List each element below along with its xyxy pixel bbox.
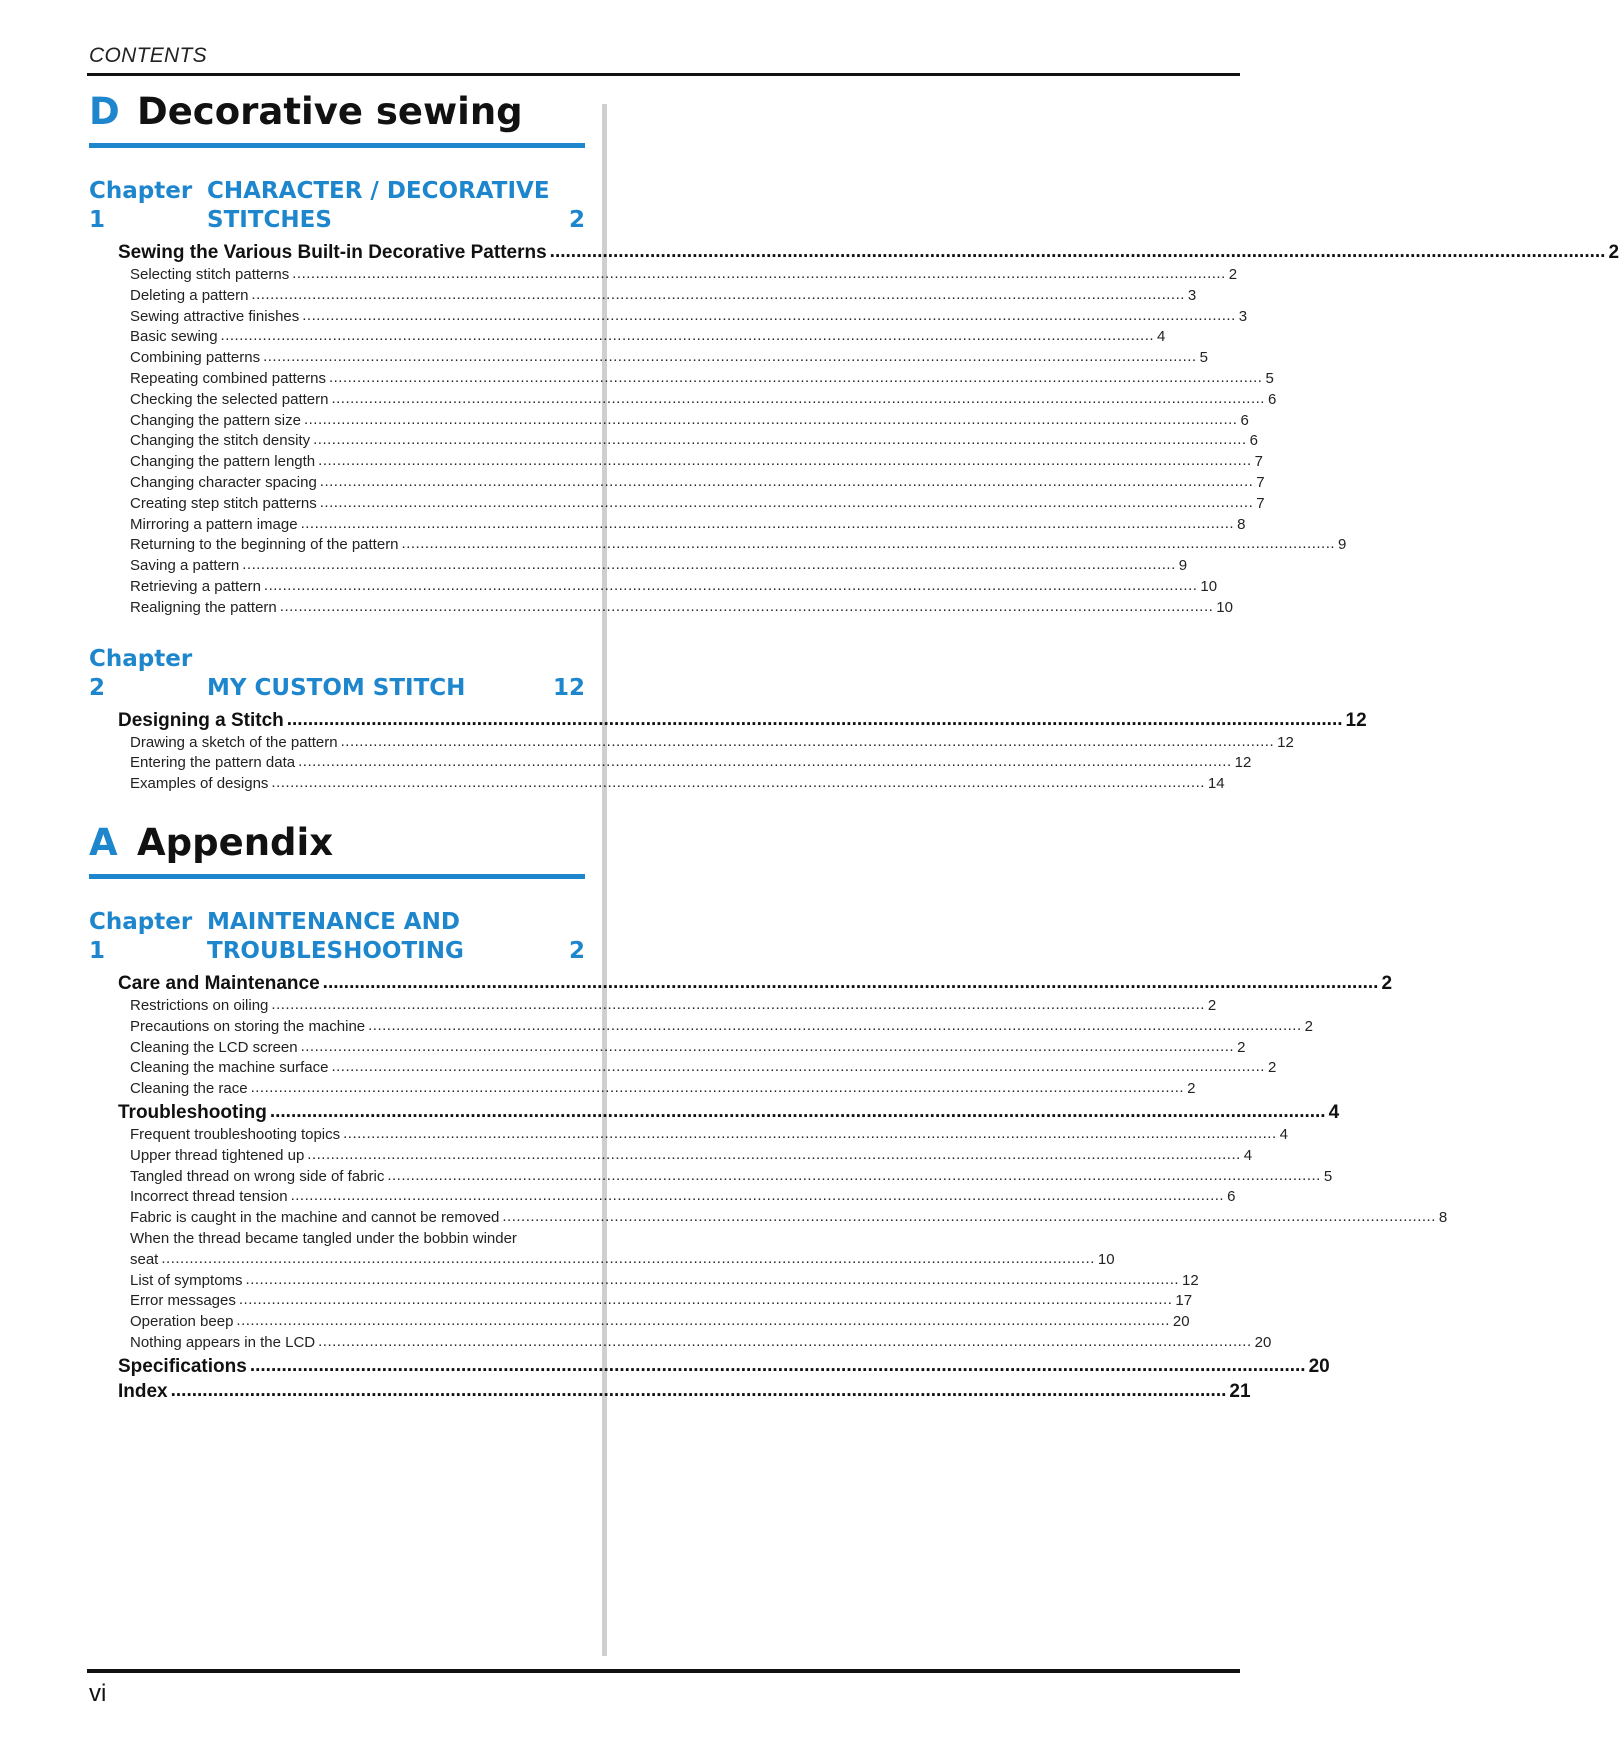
dot-leader: ........................................................................................................................................................................................................ (319, 493, 1254, 511)
chapter-title-line: MAINTENANCE AND (207, 908, 460, 935)
toc-subsection-entry[interactable] (130, 1079, 1196, 1100)
toc-subsection-entry[interactable] (130, 732, 1294, 754)
dot-leader: ........................................................................................................................................................................................................ (298, 753, 1232, 771)
toc-subsection-entry[interactable] (130, 285, 1197, 307)
chapter-title (207, 908, 553, 966)
toc-subsection-entry[interactable] (130, 1058, 1277, 1079)
chapter-label: Chapter 1 (89, 178, 193, 233)
toc-subsection-entry[interactable] (130, 348, 1208, 369)
chapter-page-number: 2 (568, 207, 585, 233)
dot-leader: ........................................................................................................................................................................................................ (387, 1166, 1321, 1184)
toc-subsection-entry-title: Upper thread tightened up (130, 1146, 305, 1164)
toc-subsection-entry[interactable] (130, 1332, 1272, 1354)
toc-subsection-entry-title: Examples of designs (130, 775, 269, 793)
toc-subsection-entry-page: 2 (1267, 1059, 1277, 1077)
top-rule (87, 73, 1240, 76)
chapter-heading[interactable] (89, 645, 585, 703)
toc-subsection-entry-page: 9 (1338, 536, 1347, 554)
toc-subsection-entry[interactable] (130, 1270, 1199, 1292)
toc-subsection-entry[interactable] (130, 753, 1252, 774)
toc-subsection-entry-title: Entering the pattern data (130, 754, 296, 772)
toc-subsection-entry-title: Fabric is caught in the machine and cannot be removed (130, 1209, 500, 1227)
dot-leader: ........................................................................................................................................................................................................ (318, 1332, 1252, 1350)
toc-subsection-entry-title: Repeating combined patterns (130, 369, 326, 387)
dot-leader: ........................................................................................................................................................................................................ (286, 708, 1343, 730)
dot-leader: ........................................................................................................................................................................................................ (271, 995, 1205, 1013)
dot-leader: ........................................................................................................................................................................................................ (245, 1270, 1180, 1288)
toc-subsection-entry-page: 6 (1267, 390, 1277, 408)
toc-subsection-entry-page: 2 (1228, 266, 1238, 283)
toc-subsection-entry[interactable] (130, 389, 1277, 411)
toc-subsection-entry-page: 2 (1304, 1017, 1313, 1035)
chapter-title-line: CHARACTER / DECORATIVE (207, 178, 550, 204)
dot-leader: ........................................................................................................................................................................................................ (313, 431, 1247, 449)
toc-subsection-entry-page: 7 (1256, 494, 1265, 512)
toc-subsection-entry[interactable] (130, 431, 1258, 452)
toc-subsection-entry[interactable] (130, 995, 1217, 1017)
toc-subsection-entry-page: 6 (1227, 1188, 1236, 1206)
toc-section-entry-title: Care and Maintenance (118, 972, 320, 994)
chapter-heading[interactable] (89, 908, 585, 966)
toc-section-entry[interactable] (118, 971, 1393, 996)
toc-subsection-entry[interactable] (130, 1037, 1246, 1059)
toc-subsection-entry-title: Incorrect thread tension (130, 1188, 288, 1206)
toc-subsection-entry-title: Realigning the pattern (130, 598, 277, 616)
toc-section-entry-page: 12 (1345, 709, 1367, 731)
part-letter: A (89, 820, 118, 864)
toc-section-entry[interactable] (118, 1379, 1251, 1404)
dot-leader: ........................................................................................................................................................................................................ (343, 1124, 1277, 1142)
dot-leader: ........................................................................................................................................................................................................ (251, 285, 1185, 303)
toc-subsection-entry-page: 2 (1237, 1038, 1246, 1056)
toc-entry-wrapped-line[interactable]: When the thread became tangled under the bobbin winder (130, 1229, 517, 1247)
toc-subsection-entry-page: 14 (1207, 775, 1225, 793)
toc-subsection-entry-title: seat (130, 1250, 159, 1268)
dot-leader: ........................................................................................................................................................................................................ (170, 1379, 1227, 1401)
dot-leader: ........................................................................................................................................................................................................ (322, 971, 1379, 993)
toc-subsection-entry-page: 12 (1182, 1271, 1199, 1289)
dot-leader: ........................................................................................................................................................................................................ (331, 389, 1265, 407)
dot-leader: ........................................................................................................................................................................................................ (242, 556, 1176, 574)
dot-leader: ........................................................................................................................................................................................................ (328, 368, 1263, 386)
dot-leader: ........................................................................................................................................................................................................ (319, 472, 1254, 490)
toc-subsection-entry[interactable] (130, 1124, 1288, 1146)
toc-section-entry-title: Designing a Stitch (118, 709, 284, 731)
toc-subsection-entry-page: 4 (1157, 328, 1166, 346)
dot-leader: ........................................................................................................................................................................................................ (279, 597, 1214, 615)
dot-leader: ........................................................................................................................................................................................................ (263, 348, 1197, 366)
toc-subsection-entry[interactable] (130, 597, 1233, 619)
toc-subsection-entry-page: 10 (1200, 577, 1218, 595)
toc-section-entry-page: 21 (1229, 1380, 1251, 1402)
running-head: CONTENTS (89, 44, 207, 67)
toc-section-entry[interactable] (118, 708, 1367, 733)
dot-leader: ........................................................................................................................................................................................................ (161, 1249, 1095, 1267)
toc-subsection-entry-page: 8 (1438, 1209, 1448, 1227)
chapter-title-line: STITCHES (207, 207, 332, 233)
chapter-label: Chapter 2 (89, 645, 193, 701)
part-heading (89, 90, 585, 148)
dot-leader: ........................................................................................................................................................................................................ (292, 265, 1226, 282)
dot-leader: ........................................................................................................................................................................................................ (331, 1058, 1265, 1076)
toc-subsection-entry[interactable] (130, 535, 1347, 556)
dot-leader: ........................................................................................................................................................................................................ (250, 1079, 1185, 1097)
toc-subsection-entry[interactable] (130, 1291, 1193, 1312)
toc-subsection-entry[interactable] (130, 1187, 1236, 1208)
toc-subsection-entry-page: 7 (1256, 473, 1265, 491)
chapter-label: Chapter 1 (89, 908, 193, 964)
chapter-title-line: TROUBLESHOOTING (207, 937, 464, 964)
toc-subsection-entry-page: 5 (1199, 349, 1208, 367)
toc-subsection-entry-title: Cleaning the machine surface (130, 1059, 329, 1077)
toc-subsection-entry-title: Combining patterns (130, 349, 261, 367)
dot-leader: ........................................................................................................................................................................................................ (300, 1037, 1235, 1055)
toc-subsection-entry-title: Returning to the beginning of the pattern (130, 536, 399, 554)
toc-section-entry-title: Index (118, 1380, 168, 1402)
toc-subsection-entry-page: 5 (1265, 369, 1274, 387)
dot-leader: ........................................................................................................................................................................................................ (236, 1312, 1170, 1330)
toc-subsection-entry[interactable] (130, 1145, 1253, 1167)
dot-leader: ........................................................................................................................................................................................................ (269, 1100, 1326, 1122)
dot-leader: ........................................................................................................................................................................................................ (263, 576, 1198, 594)
dot-leader: ........................................................................................................................................................................................................ (401, 535, 1336, 553)
part-title: Decorative sewing (137, 90, 523, 133)
toc-subsection-entry-title: Deleting a pattern (130, 286, 249, 304)
toc-subsection-entry-title: Sewing attractive finishes (130, 307, 300, 325)
dot-leader: ........................................................................................................................................................................................................ (220, 327, 1155, 345)
chapter-title (207, 177, 553, 235)
toc-subsection-entry-page: 3 (1187, 286, 1197, 304)
toc-subsection-entry-title: Checking the selected pattern (130, 390, 329, 408)
toc-subsection-entry[interactable] (130, 493, 1265, 515)
toc-subsection-entry-page: 3 (1238, 307, 1248, 325)
toc-subsection-entry-page: 7 (1254, 453, 1263, 471)
toc-subsection-entry-title: Cleaning the LCD screen (130, 1038, 298, 1056)
toc-subsection-entry-title: Cleaning the race (130, 1080, 248, 1098)
toc-subsection-entry-title: Saving a pattern (130, 557, 240, 575)
toc-subsection-entry-page: 2 (1207, 996, 1217, 1014)
chapter-title-line: MY CUSTOM STITCH (207, 674, 466, 701)
toc-subsection-entry-title: Frequent troubleshooting topics (130, 1125, 341, 1143)
toc-subsection-entry-page: 10 (1216, 598, 1233, 616)
toc-subsection-entry-title: Error messages (130, 1292, 236, 1310)
toc-section-entry[interactable] (118, 240, 1619, 265)
toc-subsection-entry-title: Changing the pattern size (130, 411, 301, 429)
toc-subsection-entry-title: Retrieving a pattern (130, 577, 261, 595)
toc-section-entry[interactable] (118, 1354, 1330, 1379)
toc-section-entry-title: Sewing the Various Built-in Decorative Patterns (118, 242, 547, 263)
chapter-title (207, 674, 553, 703)
toc-subsection-entry[interactable] (130, 774, 1225, 795)
toc-subsection-entry[interactable] (130, 410, 1249, 432)
toc-section-entry[interactable] (118, 1100, 1340, 1125)
toc-subsection-entry[interactable] (130, 452, 1263, 473)
toc-subsection-entry-title: Changing the stitch density (130, 432, 311, 450)
toc-subsection-entry[interactable] (130, 576, 1218, 598)
part-heading (89, 821, 585, 879)
toc-subsection-entry-title: Tangled thread on wrong side of fabric (130, 1167, 385, 1185)
toc-subsection-entry[interactable] (130, 306, 1248, 328)
toc-subsection-entry-title: Selecting stitch patterns (130, 266, 290, 283)
toc-section-entry-title: Troubleshooting (118, 1101, 267, 1123)
toc-subsection-entry[interactable] (130, 514, 1246, 536)
chapter-page-number: 2 (568, 937, 585, 964)
toc-subsection-entry-page: 9 (1178, 557, 1188, 575)
chapter-page-number: 12 (553, 674, 586, 701)
toc-subsection-entry[interactable] (130, 556, 1188, 577)
dot-leader: ........................................................................................................................................................................................................ (318, 452, 1252, 470)
toc-subsection-entry-title: Creating step stitch patterns (130, 494, 317, 512)
toc-subsection-entry-title: Precautions on storing the machine (130, 1017, 366, 1035)
toc-subsection-entry-title: Basic sewing (130, 328, 218, 346)
toc-subsection-entry-page: 12 (1234, 754, 1252, 772)
toc-section-entry-title: Specifications (118, 1355, 247, 1377)
chapter-heading[interactable] (89, 177, 585, 235)
toc-subsection-entry-page: 5 (1323, 1167, 1333, 1185)
toc-subsection-entry-page: 20 (1254, 1333, 1272, 1351)
toc-subsection-entry-page: 17 (1175, 1292, 1193, 1310)
toc-section-entry-page: 4 (1328, 1101, 1340, 1123)
dot-leader: ........................................................................................................................................................................................................ (300, 514, 1235, 532)
toc-subsection-entry[interactable] (130, 1312, 1190, 1333)
dot-leader: ........................................................................................................................................................................................................ (290, 1187, 1225, 1205)
dot-leader: ........................................................................................................................................................................................................ (307, 1145, 1241, 1163)
toc-subsection-entry[interactable] (130, 368, 1274, 390)
toc-subsection-entry[interactable] (130, 1016, 1313, 1038)
toc-subsection-entry-page: 4 (1243, 1146, 1253, 1164)
toc-subsection-entry-page: 12 (1277, 733, 1294, 751)
dot-leader: ........................................................................................................................................................................................................ (238, 1291, 1173, 1309)
toc-subsection-entry[interactable] (130, 1249, 1115, 1271)
dot-leader: ........................................................................................................................................................................................................ (302, 306, 1236, 324)
dot-leader: ........................................................................................................................................................................................................ (502, 1208, 1436, 1226)
part-letter: D (89, 90, 120, 133)
toc-subsection-entry-title: Mirroring a pattern image (130, 515, 298, 533)
toc-subsection-entry-page: 20 (1172, 1313, 1190, 1331)
toc-subsection-entry-title: Operation beep (130, 1313, 234, 1331)
toc-subsection-entry[interactable] (130, 472, 1265, 494)
toc-subsection-entry-title: Restrictions on oiling (130, 996, 269, 1014)
toc-subsection-entry-page: 4 (1279, 1125, 1288, 1143)
table-of-contents (89, 90, 1619, 1404)
toc-section-entry-page: 2 (1608, 242, 1619, 263)
toc-subsection-entry-title: List of symptoms (130, 1271, 243, 1289)
toc-subsection-entry[interactable] (130, 265, 1238, 286)
dot-leader: ........................................................................................................................................................................................................ (303, 410, 1238, 428)
dot-leader: ........................................................................................................................................................................................................ (249, 1354, 1306, 1376)
toc-subsection-entry-page: 10 (1097, 1250, 1115, 1268)
toc-subsection-entry-page: 6 (1240, 411, 1249, 429)
toc-subsection-entry[interactable] (130, 1208, 1448, 1229)
dot-leader: ........................................................................................................................................................................................................ (340, 732, 1275, 750)
dot-leader: ........................................................................................................................................................................................................ (368, 1016, 1302, 1034)
toc-section-entry-page: 20 (1308, 1355, 1330, 1377)
toc-subsection-entry-page: 2 (1187, 1080, 1196, 1098)
part-title: Appendix (137, 820, 334, 864)
toc-subsection-entry-title: Drawing a sketch of the pattern (130, 733, 338, 751)
dot-leader: ........................................................................................................................................................................................................ (271, 774, 1205, 792)
page-number: vi (89, 1680, 107, 1707)
toc-subsection-entry-page: 6 (1249, 432, 1258, 450)
toc-subsection-entry-title: Changing character spacing (130, 473, 317, 491)
dot-leader: ........................................................................................................................................................................................................ (549, 241, 1606, 262)
toc-subsection-entry-title: Changing the pattern length (130, 453, 316, 471)
bottom-rule (87, 1669, 1240, 1673)
toc-subsection-entry-title: Nothing appears in the LCD (130, 1333, 316, 1351)
toc-subsection-entry-page: 8 (1237, 515, 1246, 533)
toc-section-entry-page: 2 (1381, 972, 1393, 994)
toc-subsection-entry[interactable] (130, 1166, 1333, 1188)
toc-subsection-entry[interactable] (130, 327, 1166, 348)
